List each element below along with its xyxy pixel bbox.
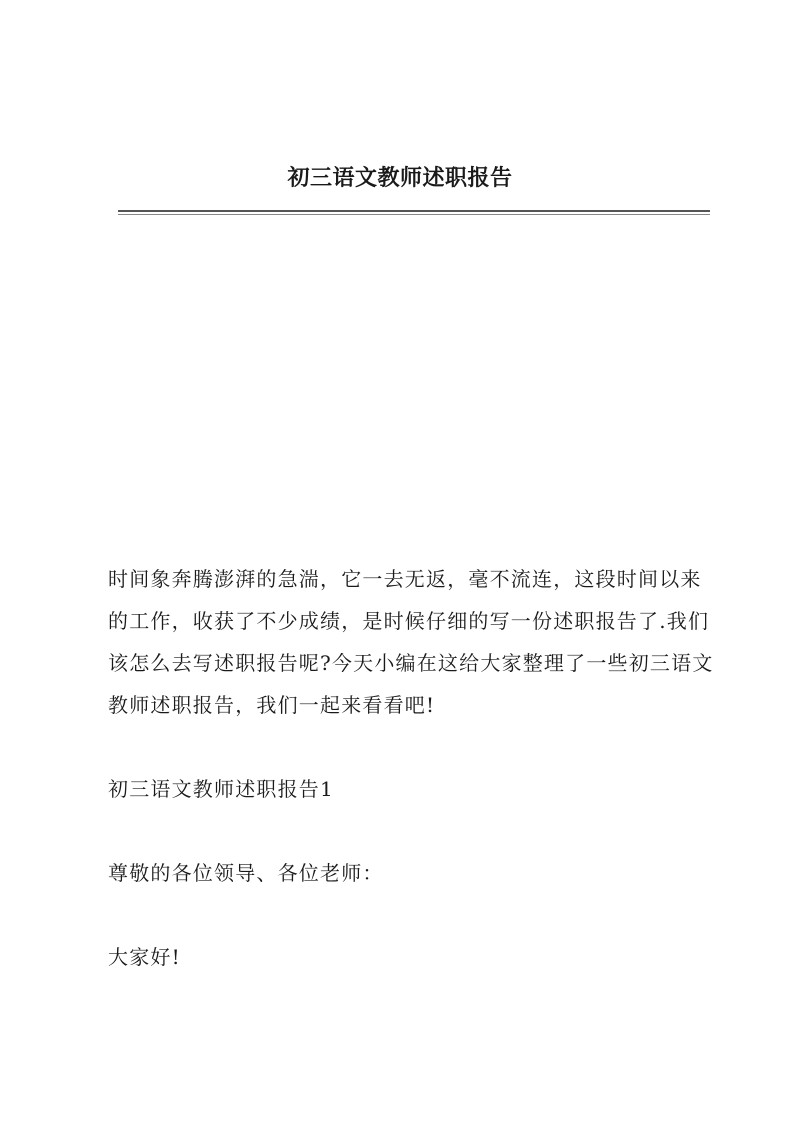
title-underline <box>118 210 710 212</box>
document-title: 初三语文教师述职报告 <box>287 165 513 191</box>
intro-paragraph: 时间象奔腾澎湃的急湍，它一去无返，毫不流连，这段时间以来的工作，收获了不少成绩，是时候仔细的写一份述职报告了.我们该怎么去写述职报告呢?今天小编在这给大家整理了一些初三语文教师述职报告，我们一起来看看吧! <box>108 567 714 717</box>
title-underline-secondary <box>118 214 710 215</box>
greeting-line: 大家好! <box>108 945 181 969</box>
salutation-line: 尊敬的各位领导、各位老师： <box>108 861 384 885</box>
section-heading: 初三语文教师述职报告1 <box>108 777 334 801</box>
